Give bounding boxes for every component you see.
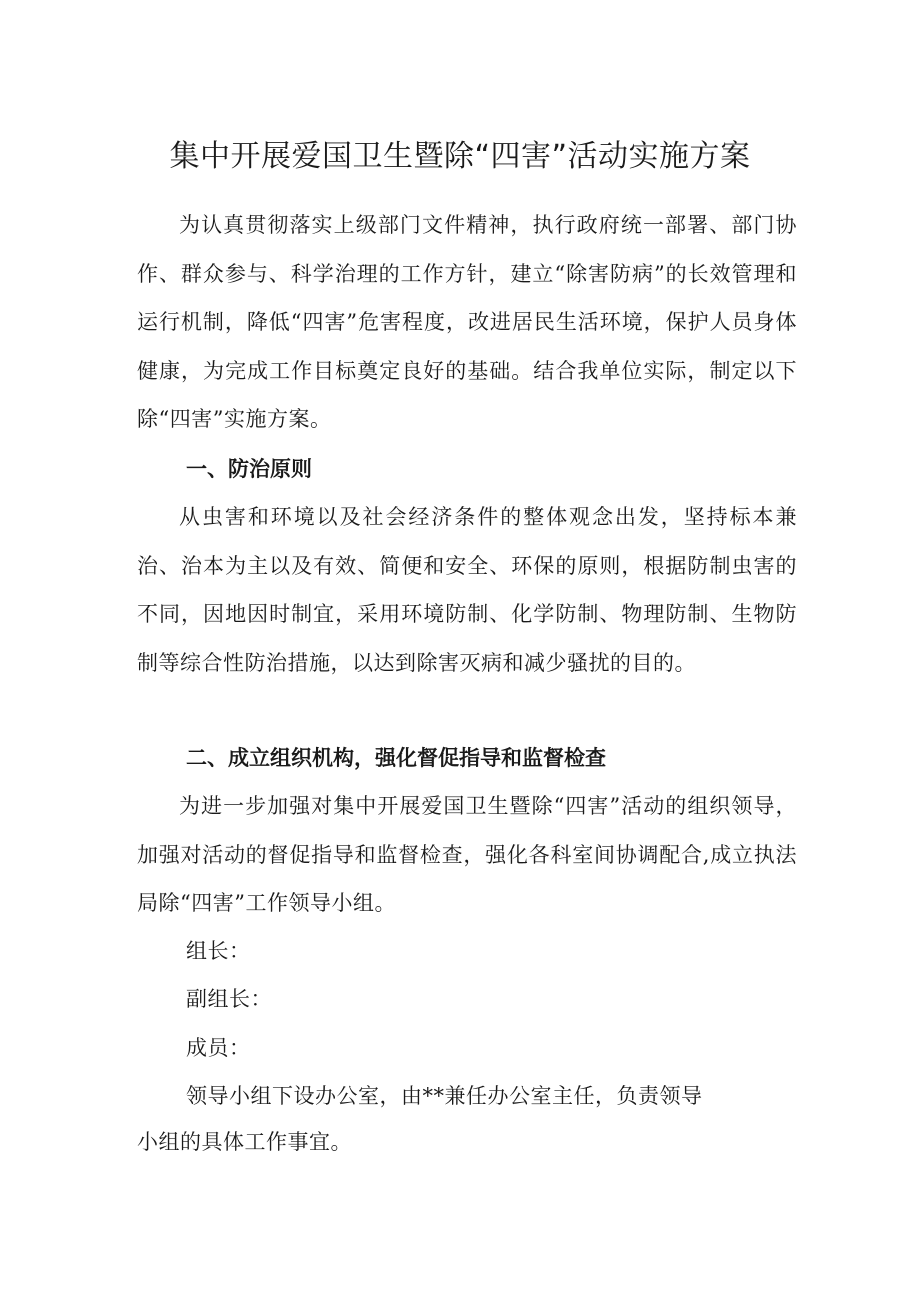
document-title: 集中开展爱国卫生暨除“四害”活动实施方案	[169, 139, 751, 174]
members-line: 成员：	[186, 1036, 251, 1060]
leader-line: 组长：	[186, 939, 251, 963]
section-1-paragraph: 从虫害和环境以及社会经济条件的整体观念出发，坚持标本兼治、治本为主以及有效、简便和安全、环保的原则，根据防制虫害的不同，因地因时制宜，采用环境防制、化学防制、物理防制、生物防制等综合性防治措施，以达到除害灭病和减少骚扰的目的。	[137, 505, 797, 675]
section-1-heading: 一、防治原则	[186, 457, 312, 481]
section-2-heading: 二、成立组织机构，强化督促指导和监督检查	[186, 746, 606, 770]
office-line-2: 小组的具体工作事宜。	[137, 1130, 352, 1154]
deputy-leader-line: 副组长：	[186, 987, 272, 1011]
intro-paragraph: 为认真贯彻落实上级部门文件精神，执行政府统一部署、部门协作、群众参与、科学治理的工作方针，建立“除害防病”的长效管理和运行机制，降低“四害”危害程度，改进居民生活环境，保护人员身体健康，为完成工作目标奠定良好的基础。结合我单位实际，制定以下除“四害”实施方案。	[137, 213, 797, 431]
office-line-1: 领导小组下设办公室，由**兼任办公室主任，负责领导	[186, 1084, 703, 1108]
section-2-paragraph: 为进一步加强对集中开展爱国卫生暨除“四害”活动的组织领导，加强对活动的督促指导和监督检查，强化各科室间协调配合,成立执法局除“四害”工作领导小组。	[137, 794, 797, 915]
